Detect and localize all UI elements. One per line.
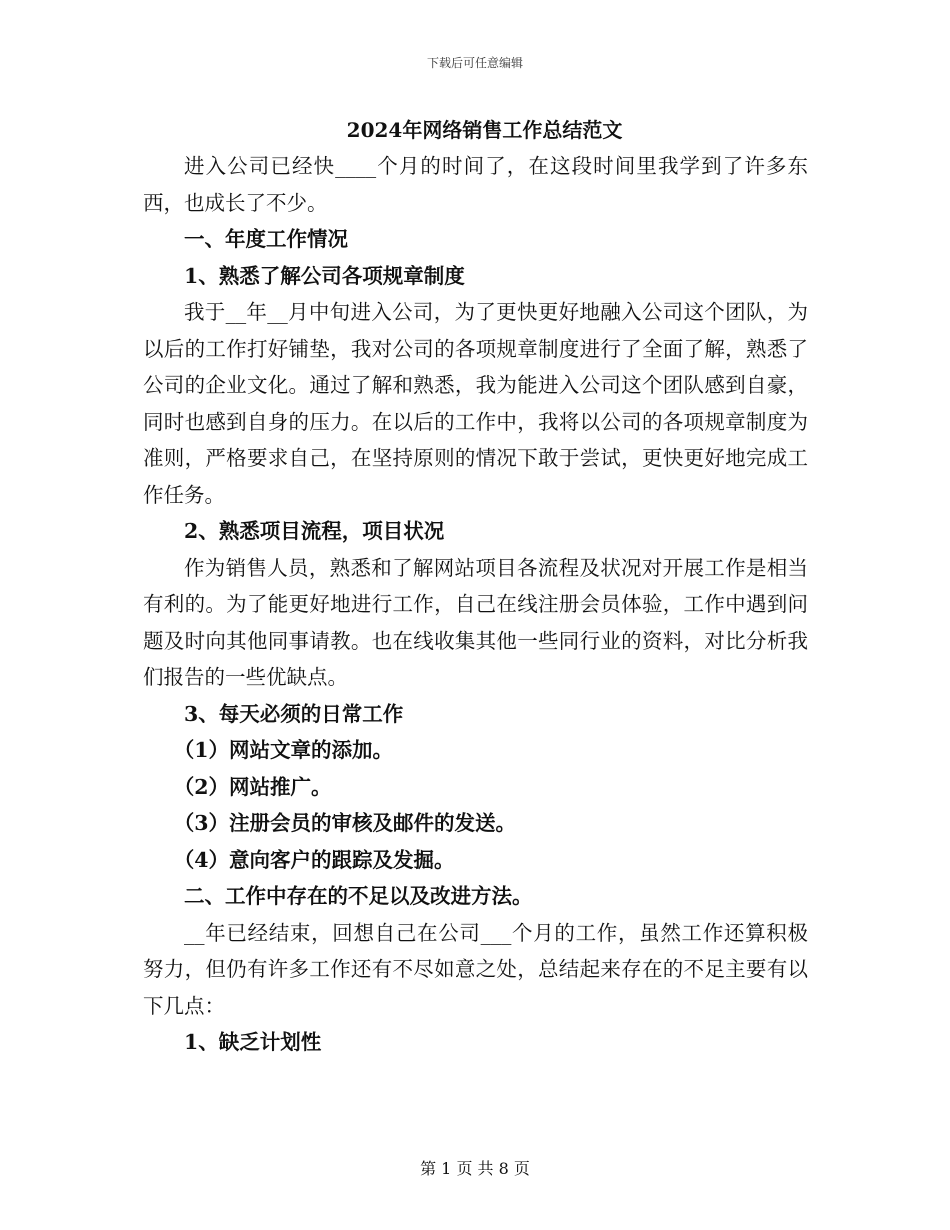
page-number: 第 1 页 共 8 页 bbox=[420, 1159, 530, 1178]
list-item-daily-3: （3）注册会员的审核及邮件的发送。 bbox=[173, 811, 517, 835]
document-body bbox=[143, 112, 808, 1061]
section-heading-annual-work: 一、年度工作情况 bbox=[184, 227, 348, 251]
subsection-heading-rules: 1、熟悉了解公司各项规章制度 bbox=[184, 263, 465, 288]
section-heading-shortcomings: 二、工作中存在的不足以及改进方法。 bbox=[184, 884, 533, 908]
header-note: 下载后可任意编辑 bbox=[426, 56, 523, 70]
list-item-daily-2: （2）网站推广。 bbox=[173, 774, 332, 799]
paragraph-project-flow: 作为销售人员，熟悉和了解网站项目各流程及状况对开展工作是相当有利的。为了能更好地进行工作，自己在线注册会员体验，工作中遇到问题及时向其他同事请教。也在线收集其他一些同行业的资料，对比分析我们报告的一些优缺点。 bbox=[143, 555, 808, 689]
paragraph-rules: 我于__年__月中旬进入公司，为了更快更好地融入公司这个团队，为以后的工作打好铺垫，我对公司的各项规章制度进行了全面了解，熟悉了公司的企业文化。通过了解和熟悉，我为能进入公司这个团队感到自豪，同时也感到自身的压力。在以后的工作中，我将以公司的各项规章制度为准则，严格要求自己，在坚持原则的情况下敢于尝试，更快更好地完成工作任务。 bbox=[143, 300, 808, 507]
document-title: 2024年网络销售工作总结范文 bbox=[346, 118, 623, 142]
list-item-daily-1: （1）网站文章的添加。 bbox=[173, 738, 394, 762]
subsection-heading-daily-work: 3、每天必须的日常工作 bbox=[184, 701, 404, 726]
subsection-heading-lack-planning: 1、缺乏计划性 bbox=[184, 1030, 322, 1054]
list-item-daily-4: （4）意向客户的跟踪及发掘。 bbox=[173, 847, 455, 872]
paragraph-shortcomings: __年已经结束，回想自己在公司___个月的工作，虽然工作还算积极努力，但仍有许多工作还有不尽如意之处，总结起来存在的不足主要有以下几点： bbox=[143, 920, 808, 1018]
subsection-heading-project-flow: 2、熟悉项目流程，项目状况 bbox=[184, 519, 445, 543]
paragraph-intro: 进入公司已经快____个月的时间了，在这段时间里我学到了许多东西，也成长了不少。 bbox=[143, 154, 808, 215]
